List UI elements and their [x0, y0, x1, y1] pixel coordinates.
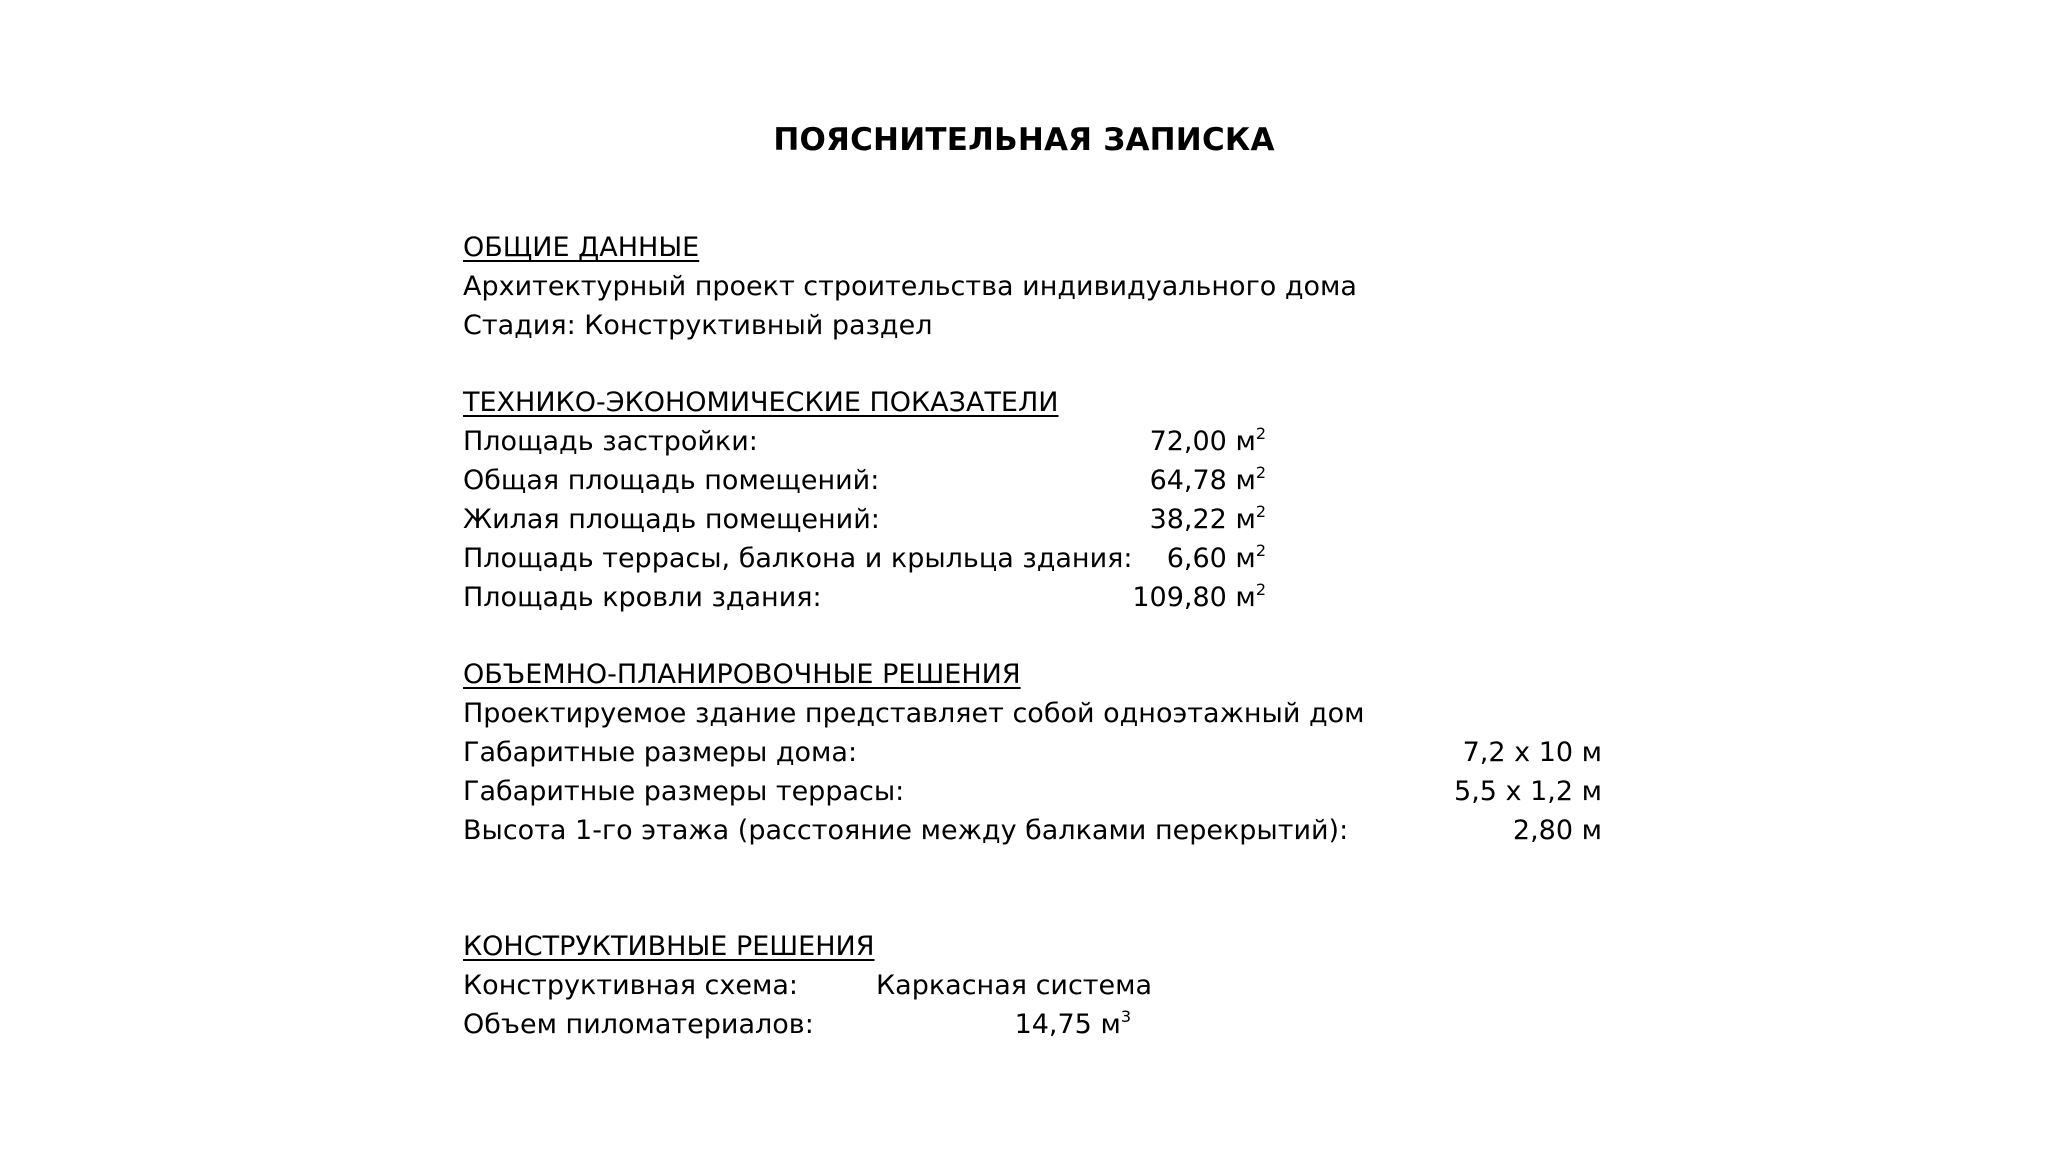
- general-data-section: [463, 228, 1663, 345]
- tep-row: [463, 539, 1283, 578]
- tep-row: [463, 422, 1283, 461]
- tep-label: Площадь застройки:: [463, 426, 758, 457]
- kr-volume-label: Объем пиломатериалов:: [463, 1009, 814, 1040]
- opr-row: [463, 811, 1623, 850]
- opr-section: [463, 655, 1623, 850]
- tep-value: 64,78 $м^2$: [1149, 463, 1266, 496]
- tep-value: 6,60 $м^2$: [1166, 541, 1266, 574]
- general-data-heading: ОБЩИЕ ДАННЫЕ: [463, 232, 700, 263]
- opr-label: Высота 1-го этажа (расстояние между балками перекрытий):: [463, 815, 1349, 846]
- tep-value: 109,80 $м^2$: [1132, 580, 1266, 613]
- opr-value: 5,5 х 1,2 м: [1454, 776, 1602, 807]
- opr-value: 7,2 х 10 м: [1462, 737, 1602, 768]
- tep-label: Жилая площадь помещений:: [463, 504, 880, 535]
- kr-scheme-label: Конструктивная схема:: [463, 970, 798, 1001]
- tep-row: [463, 500, 1283, 539]
- opr-heading: ОБЪЕМНО-ПЛАНИРОВОЧНЫЕ РЕШЕНИЯ: [463, 659, 1021, 690]
- tep-row: [463, 461, 1283, 500]
- kr-volume-value: 14,75 $м^3$: [1014, 1007, 1131, 1040]
- opr-row: [463, 772, 1623, 811]
- tep-label: Площадь террасы, балкона и крыльца здания:: [463, 543, 1133, 574]
- tep-label: Общая площадь помещений:: [463, 465, 880, 496]
- tep-row: [463, 578, 1283, 617]
- opr-row: [463, 733, 1623, 772]
- kr-heading: КОНСТРУКТИВНЫЕ РЕШЕНИЯ: [463, 931, 875, 962]
- tep-label: Площадь кровли здания:: [463, 582, 822, 613]
- opr-label: Габаритные размеры дома:: [463, 737, 858, 768]
- kr-section: [463, 927, 1163, 1044]
- tep-value: 38,22 $м^2$: [1149, 502, 1266, 535]
- tep-heading: ТЕХНИКО-ЭКОНОМИЧЕСКИЕ ПОКАЗАТЕЛИ: [463, 387, 1059, 418]
- opr-value: 2,80 м: [1512, 815, 1602, 846]
- kr-scheme-row: [463, 966, 1163, 1005]
- opr-label: Габаритные размеры террасы:: [463, 776, 905, 807]
- kr-scheme-value: Каркасная система: [876, 970, 1153, 1001]
- opr-intro: Проектируемое здание представляет собой одноэтажный дом: [463, 698, 1365, 729]
- tep-value: 72,00 $м^2$: [1149, 424, 1266, 457]
- project-description: Архитектурный проект строительства индивидуального дома: [463, 271, 1357, 302]
- document-title: ПОЯСНИТЕЛЬНАЯ ЗАПИСКА: [773, 122, 1275, 158]
- tep-section: [463, 383, 1283, 617]
- project-stage: Стадия: Конструктивный раздел: [463, 310, 933, 341]
- kr-volume-row: [463, 1005, 1163, 1044]
